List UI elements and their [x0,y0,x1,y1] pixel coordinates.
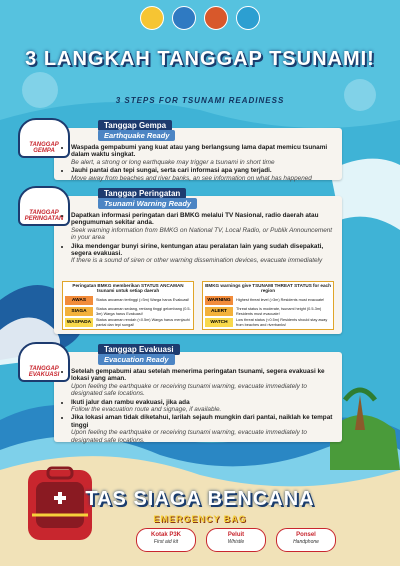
section-heading-en: Evacuation Ready [98,354,175,365]
section-heading: Tanggap Gempa [98,120,172,131]
emergency-bag-title: TAS SIAGA BENCANA [85,488,315,510]
section-body: • Setelah gempabumi atau setelah menerima peringatan tsunami, segera evakuasi ke lokasi yang aman. Upon feeling the earthquake or receiving tsunami warning, evacuate immediately to designated safe locations. • Ikuti jalur dan rambu evakuasi, jika ada Follow the evacuation route and signage, if available. • Jika lokasi aman tidak diketahui, larilah sejauh mungkin dari pantai, naiklah ke tempat tinggi Upon feeling the earthquake or receiving tsunami warning, evacuate immediately to designated safe locations. [62,368,336,445]
threat-status-table-id: Peringatan BMKG memberikan STATUS ANCAMAN tsunami untuk setiap daerah AWAS Status ancaman tertinggi (>3m) Warga harus Evakuasi! SIAGA Status ancaman sedang, rentang tinggi gelombang (0.5-3m) Warga harus Evakuasi! WASPADA Status ancaman rendah (<0.5m) Warga harus menjauhi pantai dan tepi sungai! [62,281,194,330]
evacuation-badge-icon: TANGGAP EVAKUASI [18,342,70,382]
page-title: 3 LANGKAH TANGGAP TSUNAMI! [25,48,375,70]
bmkg-logo [172,6,196,30]
unnes-logo [140,6,164,30]
section-heading: Tanggap Evakuasi [98,344,180,355]
logo-bar [0,6,400,30]
section-body: • Waspada gempabumi yang kuat atau yang berlangsung lama dapat memicu tsunami dalam waktu singkat. Be alert, a strong or long earthquake may trigger a tsunami in short time • Jauhi pantai dan tepi sungai, serta cari informasi apa yang terjadi. Move away from beaches and river banks, an see information on what has happened [62,144,336,183]
page-subtitle: 3 STEPS FOR TSUNAMI READINESS [115,96,285,105]
section-heading: Tanggap Peringatan [98,188,186,199]
section-evacuation-ready [28,345,342,444]
section-earthquake-ready [29,121,342,182]
warning-badge-icon: TANGGAP PERINGATAN [18,186,70,226]
earthquake-badge-icon: TANGGAP GEMPA [18,118,70,158]
emergency-item: Kotak P3K First aid kit [136,528,196,552]
emergency-item: Peluit Whistle [206,528,266,552]
section-heading-en: Earthquake Ready [98,130,175,141]
section-warning-ready [24,189,342,334]
partner-logo [204,6,228,30]
section-body: • Dapatkan informasi peringatan dari BMKG melalui TV Nasional, radio daerah atau pengumuman sekitar anda. Seek warning information from BMKG on National TV, Local Radio, or Publik Announcement in your area • Jika mendengar bunyi sirine, kentungan atau peralatan lain yang sudah disepakati, segera evakuasi. If there is a sound of siren or other warning dissemination devices, evacuate immediately [62,212,336,266]
partner-logo-2 [236,6,260,30]
threat-status-table-en: BMKG warnings give TSUNAMI THREAT STATUS for each region WARNING Highest threat level (>3m) Residents must evacuate! ALERT Threat status is moderate, tsunami height (0.5-3m) Residents must evacuate! WATCH Low threat status (<0.5m) Residents should stay away from beaches and riverbanks! [202,281,334,330]
emergency-bag-subtitle: EMERGENCY BAG [153,514,247,524]
emergency-item: Ponsel Handphone [276,528,336,552]
section-heading-en: Tsunami Warning Ready [98,198,197,209]
